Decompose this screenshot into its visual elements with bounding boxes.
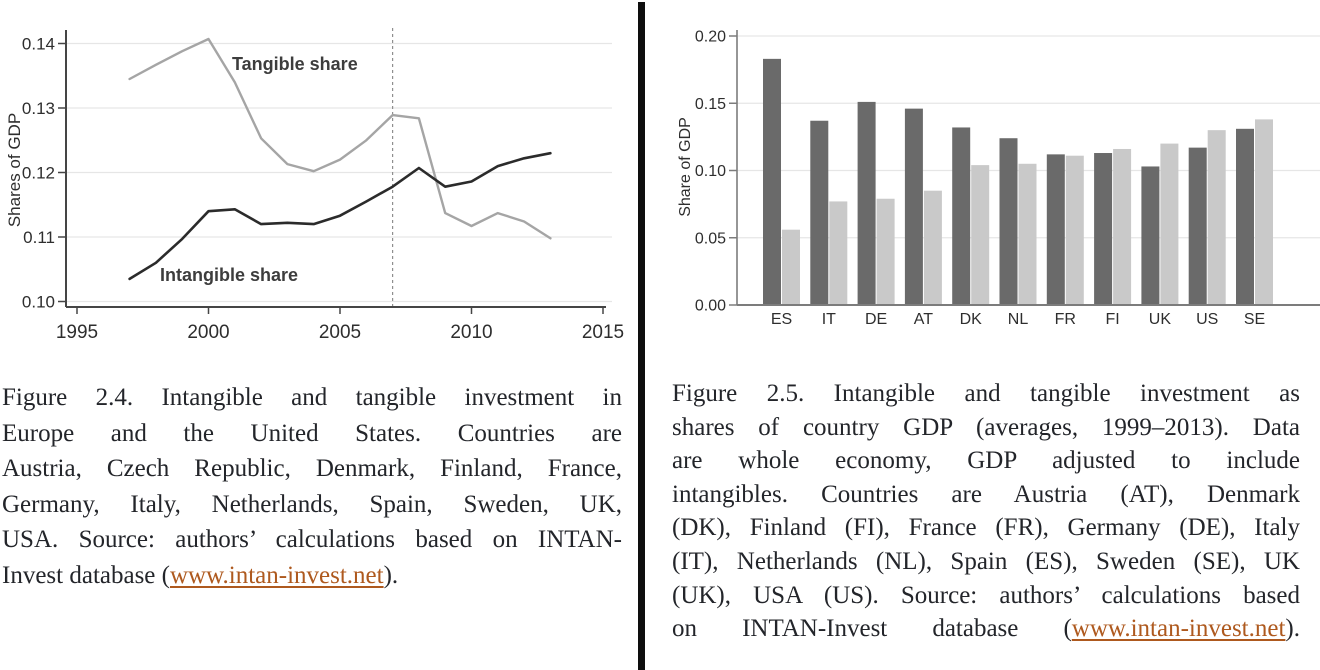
figure-2-5-bar-chart [660, 0, 1320, 358]
intangible-share-label: Intangible share [160, 265, 299, 285]
x-tick-label: 2010 [450, 322, 493, 343]
category-label: AT [913, 311, 934, 328]
intangible-bar-at [924, 191, 942, 305]
caption-line: USA. Source: authors’ calculations based on INTAN- [2, 526, 622, 553]
y-axis-title: Shares of GDP [5, 112, 24, 228]
category-label: SE [1243, 311, 1266, 328]
intangible-bar-it [829, 201, 847, 305]
y-tick-label: 0.12 [21, 163, 55, 183]
caption-line: (IT), Netherlands (NL), Spain (ES), Sweden (SE), UK [672, 547, 1300, 575]
y-tick-label: 0.05 [694, 230, 726, 248]
category-label: FR [1054, 311, 1076, 328]
caption-text: Invest database ( [2, 561, 170, 589]
tangible-bar-dk [952, 127, 970, 305]
tangible-bar-fr [1047, 154, 1065, 305]
intangible-bar-us [1208, 130, 1226, 305]
category-label: UK [1148, 311, 1172, 328]
tangible-bar-uk [1141, 166, 1159, 305]
category-label: FI [1105, 311, 1120, 328]
x-tick-label: 2005 [318, 322, 362, 343]
category-label: NL [1007, 311, 1029, 328]
caption-line [2, 558, 622, 594]
tangible-bar-fi [1094, 153, 1112, 305]
figure-2-4-caption [2, 380, 622, 593]
x-tick-label: 2000 [187, 322, 230, 343]
caption-text: ). [383, 561, 399, 589]
figure-2-4-line-chart [0, 0, 640, 358]
intan-invest-link[interactable]: www.intan-invest.net [169, 561, 384, 589]
y-tick-label: 0.14 [21, 34, 55, 54]
tangible-bar-es [763, 59, 781, 305]
x-tick-label: 1995 [55, 322, 99, 343]
intangible-bar-es [782, 230, 800, 305]
intan-invest-link[interactable]: www.intan-invest.net [1071, 615, 1286, 643]
category-label: IT [821, 311, 836, 328]
caption-line: Germany, Italy, Netherlands, Spain, Sweden, UK, [2, 490, 622, 518]
caption-line: Figure 2.4. Intangible and tangible investment in [2, 384, 622, 411]
caption-line: intangibles. Countries are Austria (AT), Denmark [672, 480, 1300, 508]
caption-line: Figure 2.5. Intangible and tangible investment as [672, 380, 1300, 407]
figure-2-5-caption [672, 377, 1300, 646]
tangible-bar-nl [1000, 138, 1018, 305]
intangible-bar-se [1255, 119, 1273, 305]
y-tick-label: 0.11 [23, 228, 55, 247]
y-tick-label: 0.00 [694, 297, 726, 315]
y-tick-label: 0.10 [694, 163, 726, 180]
y-tick-label: 0.15 [694, 95, 726, 113]
caption-line: Austria, Czech Republic, Denmark, Finland, France, [2, 455, 622, 482]
intangible-bar-fr [1066, 156, 1084, 305]
category-label: US [1196, 311, 1219, 328]
column-divider [638, 2, 645, 670]
intangible-bar-dk [971, 165, 989, 305]
caption-line [672, 612, 1300, 646]
intangible-bar-nl [1019, 164, 1037, 305]
intangible-bar-de [877, 199, 895, 305]
caption-text: on INTAN-Invest database ( [672, 615, 1072, 643]
tangible-share-label: Tangible share [232, 54, 358, 74]
y-tick-label: 0.13 [21, 99, 55, 118]
intangible-bar-fi [1113, 149, 1131, 305]
y-tick-label: 0.20 [694, 28, 726, 46]
caption-line: shares of country GDP (averages, 1999–2013). Data [672, 413, 1300, 441]
tangible-bar-at [905, 109, 923, 305]
category-label: DK [959, 311, 982, 328]
y-axis-title: Share of GDP [677, 117, 694, 217]
x-tick-label: 2015 [581, 322, 625, 343]
category-label: DE [864, 311, 888, 328]
caption-line: (UK), USA (US). Source: authors’ calculations based [672, 581, 1300, 609]
caption-text: ). [1285, 615, 1300, 643]
caption-line: Europe and the United States. Countries are [2, 419, 622, 447]
tangible-bar-us [1189, 148, 1207, 305]
y-tick-label: 0.10 [21, 292, 55, 312]
category-label: ES [770, 311, 793, 328]
intangible-bar-uk [1160, 144, 1178, 305]
tangible-bar-it [810, 121, 828, 305]
tangible-bar-se [1236, 129, 1254, 305]
caption-line: (DK), Finland (FI), France (FR), Germany (DE), Italy [672, 514, 1300, 542]
tangible-bar-de [858, 102, 876, 305]
caption-line: are whole economy, GDP adjusted to include [672, 447, 1300, 475]
